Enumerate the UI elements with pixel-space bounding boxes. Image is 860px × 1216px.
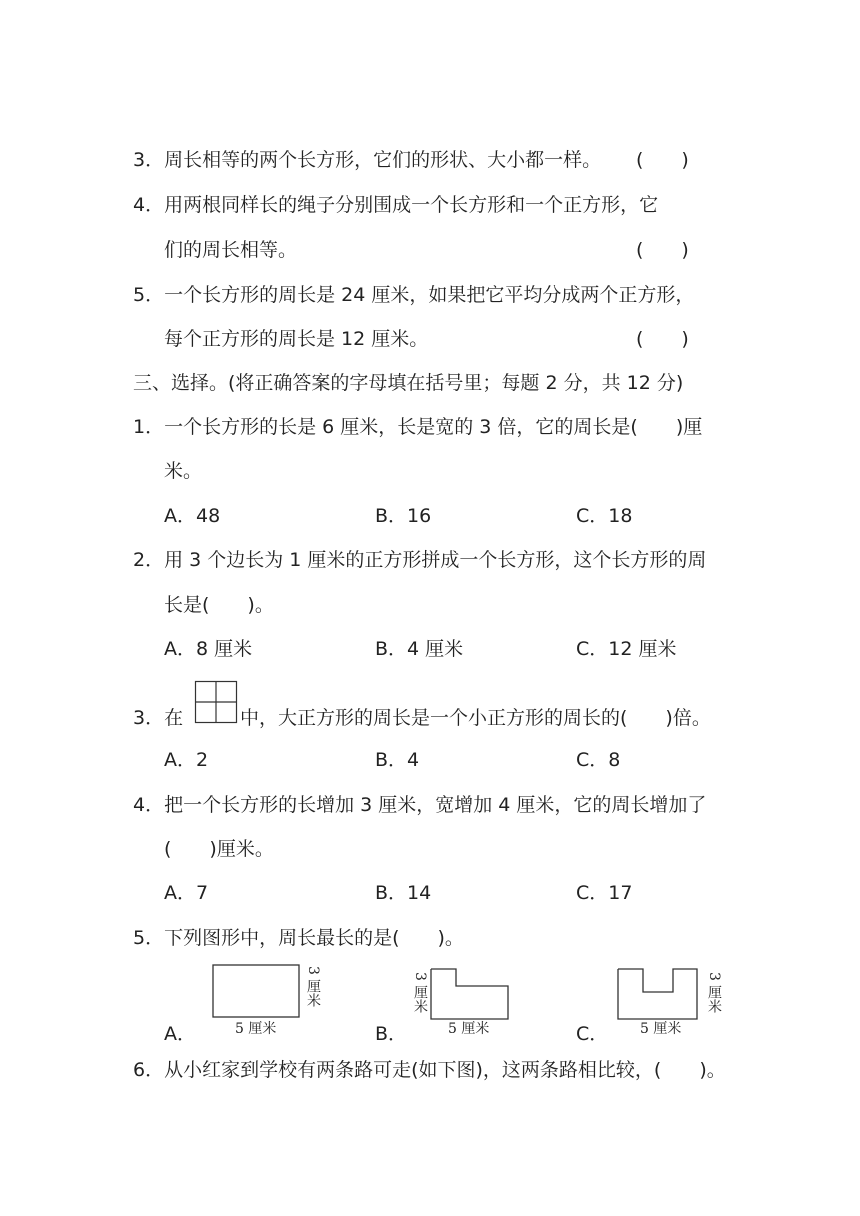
question-number: 5． — [133, 927, 165, 949]
option-c[interactable]: C．8 — [576, 749, 621, 771]
question-number: 5． — [133, 284, 165, 306]
option-c[interactable]: C．18 — [576, 505, 633, 527]
figure-a-rectangle — [212, 964, 300, 1018]
question-number: 4． — [133, 194, 165, 216]
question-text: 从小红家到学校有两条路可走(如下图)，这两条路相比较，( )。 — [164, 1059, 726, 1081]
choice-6 — [133, 1058, 726, 1082]
figure-b-bottom-label: 5 厘米 — [448, 1021, 490, 1037]
option-b[interactable]: B．4 — [375, 749, 420, 771]
option-c[interactable]: C．12 厘米 — [576, 638, 677, 660]
question-text: 把一个长方形的长增加 3 厘米，宽增加 4 厘米，它的周长增加了 — [164, 794, 707, 816]
figure-c-bottom-label: 5 厘米 — [640, 1021, 682, 1037]
question-continuation: 米。 — [164, 460, 203, 482]
question-continuation: ( )厘米。 — [164, 838, 274, 860]
question-text: 下列图形中，周长最长的是( )。 — [164, 927, 464, 949]
question-text: 一个长方形的周长是 24 厘米，如果把它平均分成两个正方形， — [164, 284, 695, 306]
figure-c-letter[interactable]: C． — [576, 1023, 609, 1045]
question-continuation: 每个正方形的周长是 12 厘米。 — [164, 328, 429, 350]
figure-a-bottom-label: 5 厘米 — [235, 1021, 277, 1037]
option-a[interactable]: A．7 — [164, 882, 209, 904]
answer-paren[interactable]: ( ) — [636, 328, 689, 350]
option-c[interactable]: C．17 — [576, 882, 633, 904]
question-text: 用 3 个边长为 1 厘米的正方形拼成一个长方形，这个长方形的周 — [164, 549, 707, 571]
choice-3 — [133, 706, 183, 730]
question-text-pre: 在 — [164, 707, 184, 729]
question-number: 6． — [133, 1059, 165, 1081]
answer-paren[interactable]: ( ) — [636, 149, 689, 171]
option-a[interactable]: A．8 厘米 — [164, 638, 253, 660]
option-b[interactable]: B．4 厘米 — [375, 638, 464, 660]
question-text: 用两根同样长的绳子分别围成一个长方形和一个正方形，它 — [164, 194, 659, 216]
figure-c-side-label: 3 厘米 — [706, 972, 722, 1014]
figure-a-letter[interactable]: A． — [164, 1023, 196, 1045]
option-a[interactable]: A．48 — [164, 505, 221, 527]
figure-b-letter[interactable]: B． — [375, 1023, 408, 1045]
figure-c-notched-shape — [617, 968, 699, 1020]
question-continuation: 长是( )。 — [164, 594, 274, 616]
choice-1 — [133, 415, 702, 439]
section-title: 三、选择。(将正确答案的字母填在括号里；每题 2 分，共 12 分) — [133, 372, 684, 394]
question-text-post: 中，大正方形的周长是一个小正方形的周长的( )倍。 — [240, 707, 711, 729]
judge-5 — [133, 283, 694, 307]
figure-a-side-label: 3 厘米 — [305, 966, 321, 1008]
option-b[interactable]: B．16 — [375, 505, 432, 527]
question-number: 2． — [133, 549, 165, 571]
question-text: 一个长方形的长是 6 厘米，长是宽的 3 倍，它的周长是( )厘 — [164, 416, 703, 438]
four-square-grid-figure — [195, 681, 237, 723]
judge-3 — [133, 148, 601, 172]
question-number: 1． — [133, 416, 165, 438]
question-number: 3． — [133, 149, 165, 171]
judge-4 — [133, 193, 658, 217]
question-number: 4． — [133, 794, 165, 816]
option-a[interactable]: A．2 — [164, 749, 209, 771]
answer-paren[interactable]: ( ) — [636, 239, 689, 261]
figure-b-side-label: 3 厘米 — [412, 972, 428, 1014]
question-number: 3． — [133, 707, 165, 729]
figure-b-stepped-shape — [430, 968, 510, 1020]
choice-4 — [133, 793, 706, 817]
question-text: 周长相等的两个长方形，它们的形状、大小都一样。 — [164, 149, 602, 171]
choice-5 — [133, 926, 464, 950]
choice-2 — [133, 548, 706, 572]
question-continuation: 们的周长相等。 — [164, 239, 298, 261]
option-b[interactable]: B．14 — [375, 882, 432, 904]
